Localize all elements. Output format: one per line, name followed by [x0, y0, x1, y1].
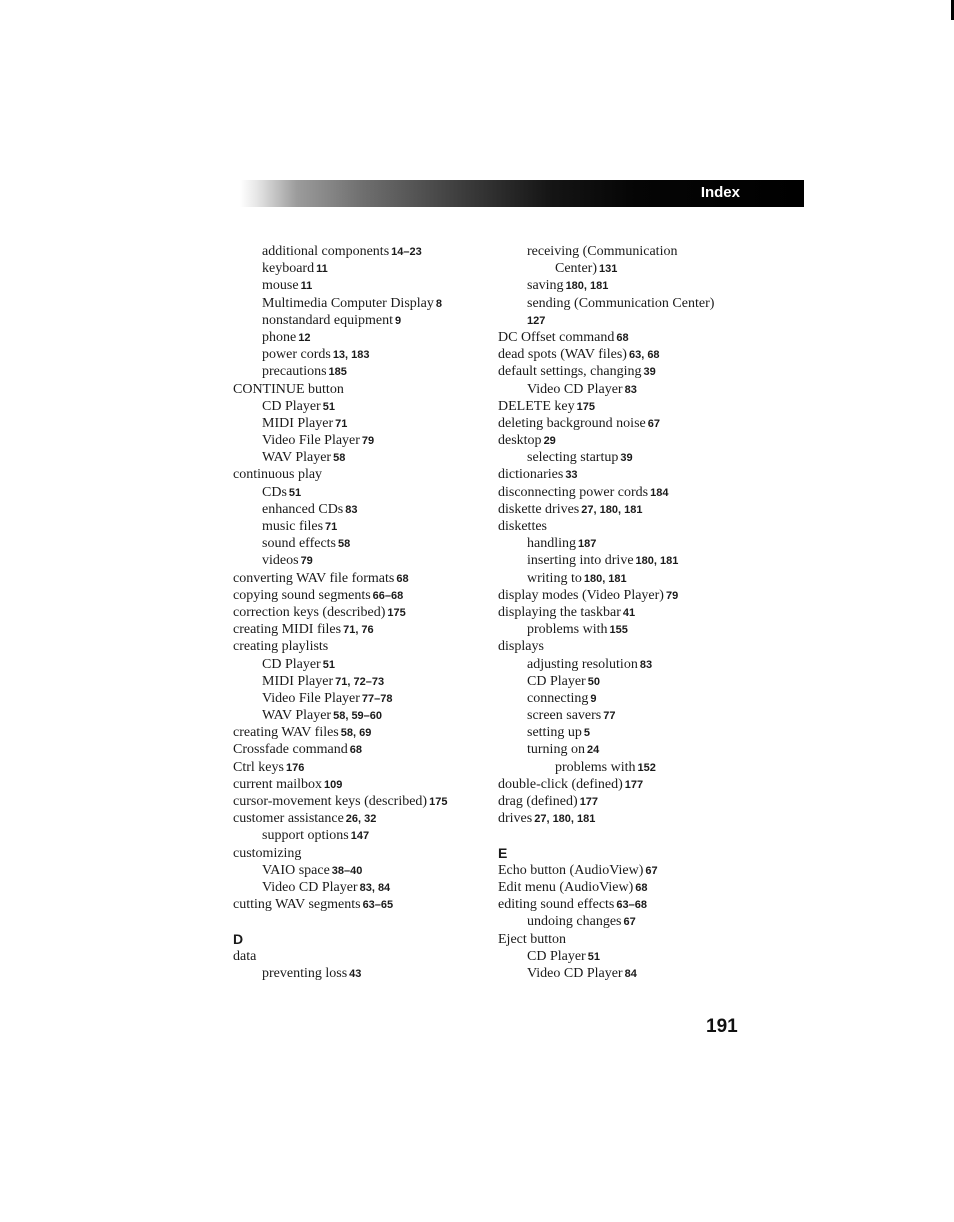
index-entry [498, 931, 768, 948]
section-letter-text: D [233, 930, 244, 947]
index-term: drives [498, 811, 533, 827]
index-entry [233, 724, 488, 741]
index-term: saving [527, 278, 564, 294]
index-term: power cords [262, 347, 331, 363]
index-entry [233, 295, 488, 312]
index-term: creating MIDI files [233, 622, 342, 638]
page-references: 58 [333, 452, 346, 465]
index-term: inserting into drive [527, 553, 634, 569]
header-title: Index [700, 184, 740, 201]
page-references: 58, 69 [340, 727, 372, 740]
page-references: 68 [349, 744, 362, 757]
index-term: DELETE key [498, 398, 575, 414]
page-references: 39 [643, 366, 656, 379]
page-references: 177 [579, 796, 599, 808]
index-term: creating playlists [233, 639, 329, 655]
page-references: 83, 84 [359, 881, 391, 894]
index-entry [498, 260, 768, 277]
index-entry [233, 587, 488, 604]
page-references: 83 [624, 383, 637, 396]
page-references: 180, 181 [583, 572, 627, 585]
index-entry [233, 776, 488, 793]
page-references: 33 [565, 469, 578, 482]
page-references: 68 [396, 572, 409, 585]
page-references: 83 [345, 503, 358, 516]
index-term: deleting background noise [498, 415, 646, 431]
index-term: double-click (defined) [498, 776, 623, 792]
index-term: diskettes [498, 519, 547, 534]
page-references: 11 [316, 263, 328, 276]
index-term: Echo button (AudioView) [498, 862, 644, 878]
index-entry [498, 759, 768, 776]
index-entry [498, 793, 768, 810]
page-references: 184 [650, 486, 669, 499]
index-term: Multimedia Computer Display [262, 295, 434, 311]
index-term: WAV Player [262, 708, 332, 724]
index-entry [233, 965, 488, 982]
index-term: phone [262, 329, 297, 345]
page-references: 27, 180, 181 [534, 813, 596, 826]
index-entry [233, 260, 488, 277]
index-term: problems with [555, 759, 636, 775]
index-entry [498, 449, 768, 466]
index-term: enhanced CDs [262, 501, 344, 517]
index-term: current mailbox [233, 776, 323, 792]
page-references: 79 [300, 555, 313, 568]
index-term: keyboard [262, 261, 315, 277]
index-term: disconnecting power cords [498, 484, 649, 500]
index-term: sound effects [262, 536, 336, 552]
page-references: 176 [285, 761, 305, 774]
index-entry [233, 329, 488, 346]
section-spacer [498, 827, 768, 844]
section-spacer [233, 913, 488, 930]
index-entry [233, 810, 488, 827]
page-references: 14–23 [391, 246, 422, 258]
index-term: CONTINUE button [233, 381, 344, 397]
index-term: editing sound effects [498, 897, 615, 913]
index-entry [498, 277, 768, 294]
index-entry [498, 690, 768, 707]
index-entry [233, 363, 488, 380]
page-references: 51 [587, 950, 600, 963]
index-entry [498, 432, 768, 449]
index-entry [233, 656, 488, 673]
index-entry [233, 638, 488, 655]
index-term: cutting WAV segments [233, 897, 361, 913]
index-term: creating WAV files [233, 725, 339, 741]
index-term: data [233, 948, 257, 964]
index-entry [233, 845, 488, 862]
page-references: 24 [586, 744, 600, 757]
index-term: handling [527, 536, 576, 552]
page-references: 9 [590, 692, 597, 705]
page-references: 71 [325, 521, 338, 533]
page-references: 63–65 [362, 899, 394, 912]
index-entry [498, 724, 768, 741]
page-references: 147 [350, 830, 370, 843]
index-term: diskette drives [498, 501, 580, 517]
index-entry [498, 484, 768, 501]
page-references: 50 [587, 675, 600, 688]
index-term: receiving (Communication [527, 244, 678, 259]
index-entry [233, 862, 488, 879]
page-references: 63, 68 [628, 349, 660, 362]
page-references: 51 [322, 400, 335, 413]
index-entry [498, 243, 768, 260]
index-term: customizing [233, 845, 302, 861]
page-references: 51 [288, 486, 302, 499]
index-entry [233, 690, 488, 707]
index-entry [498, 965, 768, 982]
index-entry [233, 243, 488, 260]
page-references: 67 [645, 864, 658, 877]
index-entry [233, 621, 488, 638]
page-references: 67 [647, 417, 660, 430]
index-entry [498, 535, 768, 552]
page-references: 12 [298, 331, 311, 344]
page-references: 58 [338, 538, 351, 551]
page-references: 127 [527, 314, 546, 327]
index-entry [498, 346, 768, 363]
section-letter [498, 845, 768, 862]
index-term: Center) [555, 261, 597, 277]
index-entry [233, 484, 488, 501]
index-term: MIDI Player [262, 415, 334, 431]
page-references: 58, 59–60 [333, 710, 383, 723]
index-entry [233, 535, 488, 552]
page-references: 11 [300, 280, 313, 293]
index-entry [498, 552, 768, 569]
index-entry [233, 277, 488, 294]
index-entry [233, 948, 488, 965]
page-references: 71, 76 [343, 624, 374, 637]
index-entry [498, 741, 768, 758]
index-term: music files [262, 519, 324, 534]
page-references: 71, 72–73 [335, 675, 385, 688]
index-term: drag (defined) [498, 794, 578, 809]
page-references: 9 [395, 314, 402, 327]
index-term: continuous play [233, 467, 323, 483]
index-entry [498, 518, 768, 535]
page-references: 38–40 [331, 864, 363, 877]
index-entry [233, 707, 488, 724]
page-references: 187 [578, 538, 597, 551]
index-entry [233, 896, 488, 913]
page-references: 63–68 [616, 899, 647, 912]
index-entry [498, 295, 768, 312]
index-entry [498, 621, 768, 638]
page-references: 13, 183 [332, 349, 370, 362]
index-term: converting WAV file formats [233, 570, 395, 586]
index-entry [233, 415, 488, 432]
index-term: turning on [527, 742, 585, 758]
index-entry [233, 741, 488, 758]
index-entry [498, 415, 768, 432]
page-references: 41 [622, 606, 636, 619]
index-column-left [233, 243, 488, 982]
page-references: 131 [598, 263, 618, 276]
index-entry [233, 432, 488, 449]
index-entry [498, 948, 768, 965]
page-references: 180, 181 [565, 280, 609, 293]
page-references: 180, 181 [635, 555, 679, 568]
index-entry [233, 604, 488, 621]
index-entry [498, 570, 768, 587]
index-entry [498, 673, 768, 690]
index-term: desktop [498, 433, 542, 449]
index-term: problems with [527, 622, 608, 638]
index-term: CD Player [527, 673, 586, 689]
index-entry [233, 501, 488, 518]
index-entry [233, 793, 488, 810]
index-term: CD Player [262, 398, 321, 414]
section-letter-text: E [498, 844, 508, 861]
page-references: 68 [616, 331, 629, 344]
index-header-bar [240, 180, 804, 207]
index-entry [498, 810, 768, 827]
index-term: screen savers [527, 708, 602, 724]
index-entry [498, 398, 768, 415]
page-references: 109 [324, 778, 343, 791]
page-references: 175 [429, 796, 448, 808]
index-term: Edit menu (AudioView) [498, 879, 634, 895]
index-term: WAV Player [262, 450, 332, 466]
index-term: CD Player [262, 656, 321, 672]
index-entry [498, 587, 768, 604]
index-entry [498, 466, 768, 483]
index-term: sending (Communication Center) [527, 295, 715, 311]
index-entry [498, 501, 768, 518]
index-entry [233, 518, 488, 535]
index-entry [233, 346, 488, 363]
page-references: 68 [635, 881, 648, 894]
index-entry [233, 552, 488, 569]
page-references: 155 [609, 624, 628, 637]
index-entry [498, 312, 768, 329]
page-references: 67 [623, 916, 636, 929]
index-term: Video CD Player [527, 381, 623, 397]
index-term: selecting startup [527, 450, 619, 466]
page-references: 8 [435, 297, 442, 310]
page-references: 43 [349, 967, 362, 980]
index-entry [233, 827, 488, 844]
index-entry [498, 638, 768, 655]
index-term: displays [498, 639, 544, 655]
index-term: Ctrl keys [233, 759, 284, 775]
page-references: 177 [624, 778, 644, 791]
index-term: CDs [262, 484, 287, 500]
index-term: videos [262, 553, 299, 569]
index-term: DC Offset command [498, 329, 615, 345]
index-term: additional components [262, 244, 390, 259]
page-references: 77–78 [361, 692, 393, 705]
page-references: 26, 32 [345, 813, 377, 826]
index-entry [233, 570, 488, 587]
index-entry [498, 604, 768, 621]
index-term: adjusting resolution [527, 656, 638, 672]
index-entry [498, 656, 768, 673]
index-term: dictionaries [498, 467, 564, 483]
index-entry [498, 879, 768, 896]
index-entry [233, 879, 488, 896]
index-term: correction keys (described) [233, 604, 386, 620]
index-term: Crossfade command [233, 742, 348, 758]
index-entry [498, 707, 768, 724]
page-references: 175 [576, 400, 595, 413]
index-term: dead spots (WAV files) [498, 347, 627, 363]
index-term: support options [262, 828, 349, 844]
page-references: 79 [665, 589, 679, 602]
index-term: preventing loss [262, 965, 348, 981]
page-references: 84 [624, 967, 637, 980]
page-references: 185 [328, 366, 347, 379]
index-term: MIDI Player [262, 673, 334, 689]
page-number: 191 [706, 1016, 738, 1037]
index-entry [498, 913, 768, 930]
index-entry [498, 381, 768, 398]
index-entry [498, 862, 768, 879]
page-references: 66–68 [372, 589, 404, 602]
index-entry [233, 312, 488, 329]
page-references: 5 [583, 727, 590, 740]
page-references: 77 [603, 710, 616, 723]
page-references: 39 [620, 452, 633, 465]
index-term: VAIO space [262, 862, 330, 878]
index-term: Video File Player [262, 690, 360, 706]
page-references: 83 [639, 658, 653, 671]
index-entry [233, 381, 488, 398]
index-term: CD Player [527, 948, 586, 964]
page-references: 27, 180, 181 [581, 503, 643, 516]
index-term: nonstandard equipment [262, 312, 394, 328]
index-entry [233, 759, 488, 776]
index-entry [498, 896, 768, 913]
index-term: displaying the taskbar [498, 604, 621, 620]
index-entry [498, 329, 768, 346]
index-term: default settings, changing [498, 364, 642, 380]
index-term: undoing changes [527, 914, 622, 930]
index-entry [233, 673, 488, 690]
index-entry [233, 449, 488, 466]
index-term: Video CD Player [262, 879, 358, 895]
index-entry [233, 466, 488, 483]
page-references: 79 [361, 435, 375, 448]
page-references: 51 [322, 658, 335, 671]
index-term: customer assistance [233, 811, 344, 827]
index-column-right [498, 243, 768, 982]
index-term: connecting [527, 690, 589, 706]
index-entry [498, 776, 768, 793]
index-term: Eject button [498, 931, 567, 947]
index-term: Video CD Player [527, 965, 623, 981]
index-term: copying sound segments [233, 587, 371, 603]
page-references: 152 [637, 761, 656, 774]
page-references: 175 [387, 606, 406, 619]
page-references: 71 [335, 417, 348, 430]
index-entry [233, 398, 488, 415]
index-term: cursor-movement keys (described) [233, 794, 428, 809]
index-entry [498, 363, 768, 380]
index-term: writing to [527, 570, 582, 586]
index-term: display modes (Video Player) [498, 587, 664, 603]
index-term: setting up [527, 725, 582, 741]
index-term: precautions [262, 364, 327, 380]
index-term: mouse [262, 278, 299, 294]
section-letter [233, 931, 488, 948]
index-term: Video File Player [262, 433, 360, 449]
page-references: 29 [543, 435, 556, 448]
